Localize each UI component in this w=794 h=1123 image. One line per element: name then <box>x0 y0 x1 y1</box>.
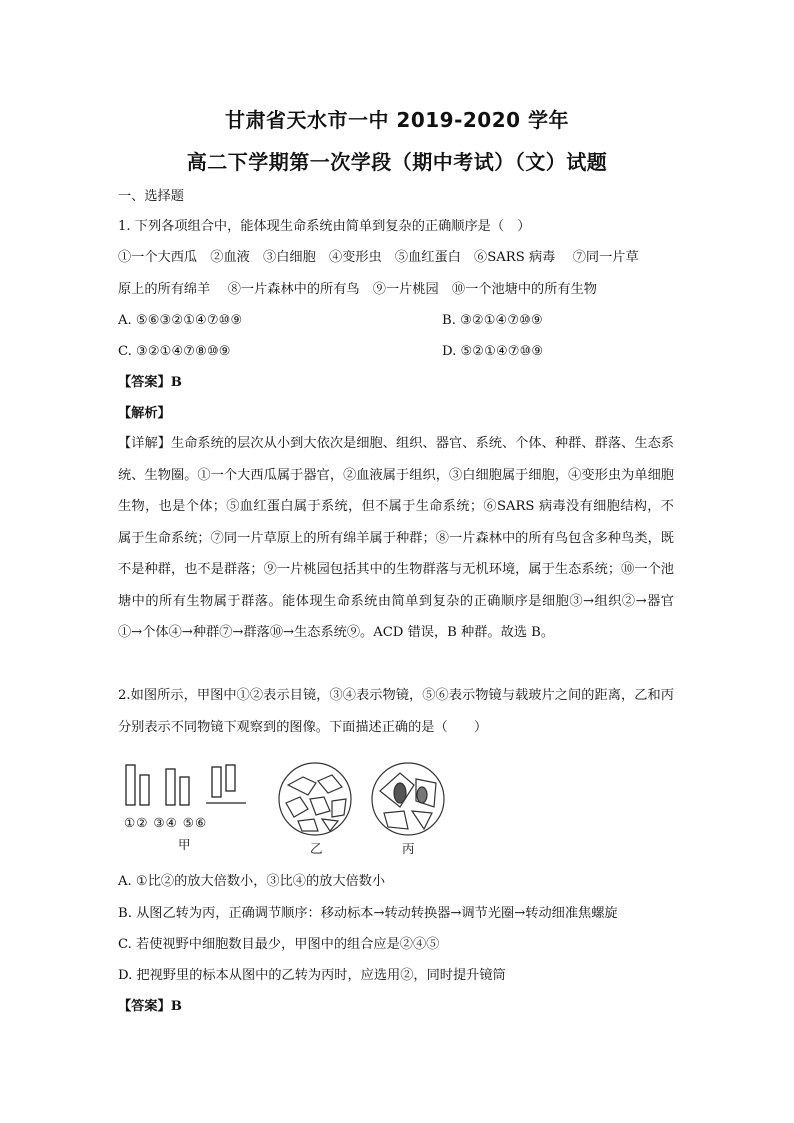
q2-option-b: B. 从图乙转为丙，正确调节顺序：移动标本→转动转换器→调节光圈→转动细准焦螺旋 <box>118 906 618 921</box>
section-heading: 一、选择题 <box>118 189 184 204</box>
cell-view-yi-icon <box>279 763 351 835</box>
q1-analysis-heading: 【解析】 <box>118 406 171 421</box>
page-subtitle: 高二下学期第一次学段（期中考试）（文）试题 <box>186 150 608 174</box>
q2-option-d: D. 把视野里的标本从图中的乙转为丙时，应选用②，同时提升镜筒 <box>118 968 506 983</box>
q1-answer: 【答案】B <box>118 375 182 390</box>
q1-option-d: D. ⑤②①④⑦⑩⑨ <box>442 344 544 359</box>
q1-stem: 1. 下列各项组合中，能体现生命系统由简单到复杂的正确顺序是（ ） <box>118 219 531 234</box>
figure-numbers: ①② ③④ ⑤⑥ <box>124 815 208 830</box>
q2-answer: 【答案】B <box>118 999 182 1014</box>
figure-label-bing: 丙 <box>402 841 415 856</box>
figure-label-yi: 乙 <box>310 841 323 856</box>
q1-option-a: A. ⑤⑥③②①④⑦⑩⑨ <box>118 313 243 328</box>
eyepiece-objective-icons <box>126 765 246 805</box>
q1-items-line1: ①一个大西瓜 ②血液 ③白细胞 ④变形虫 ⑤血红蛋白 ⑥SARS 病毒 ⑦同一片草 <box>118 250 639 265</box>
figure-label-jia: 甲 <box>178 837 191 852</box>
q2-stem: 2.如图所示，甲图中①②表示目镜，③④表示物镜，⑤⑥表示物镜与载玻片之间的距离，乙和丙分别表示不同物镜下观察到的图像。下面描述正确的是（ ） <box>118 688 674 735</box>
microscope-figure <box>118 755 498 855</box>
q1-option-c: C. ③②①④⑦⑧⑩⑨ <box>118 344 231 359</box>
q2-option-c: C. 若使视野中细胞数目最少，甲图中的组合应是②④⑤ <box>118 937 440 952</box>
q2-option-a: A. ①比②的放大倍数小，③比④的放大倍数小 <box>118 874 386 889</box>
q1-option-b: B. ③②①④⑦⑩⑨ <box>442 313 543 328</box>
page-title: 甘肃省天水市一中 2019-2020 学年 <box>224 108 570 132</box>
q1-analysis-text: 【详解】生命系统的层次从小到大依次是细胞、组织、器官、系统、个体、种群、群落、生态系统、生物圈。①一个大西瓜属于器官，②血液属于组织，③白细胞属于细胞，④变形虫为单细胞生物，也是个体；⑤血红蛋白属于系统，但不属于生命系统；⑥SARS 病毒没有细胞结构，不属于生命系统；⑦同一片草原上的所有绵羊属于种群；⑧一片森林中的所有鸟包含多种鸟类，既不是种群，也不是群落；⑨一片桃园包括其中的生物群落与无机环境，属于生态系统；⑩一个池塘中的所有生物属于群落。能体现生命系统由简单到复杂的正确顺序是细胞③→组织②→器官①→个体④→种群⑦→群落⑩→生态系统⑨。ACD 错误，B 种群。故选 B。 <box>118 436 674 640</box>
q1-items-line2: 原上的所有绵羊 ⑧一片森林中的所有鸟 ⑨一片桃园 ⑩一个池塘中的所有生物 <box>118 282 597 297</box>
figure-illustration <box>118 755 498 855</box>
cell-view-bing-icon <box>372 763 444 835</box>
